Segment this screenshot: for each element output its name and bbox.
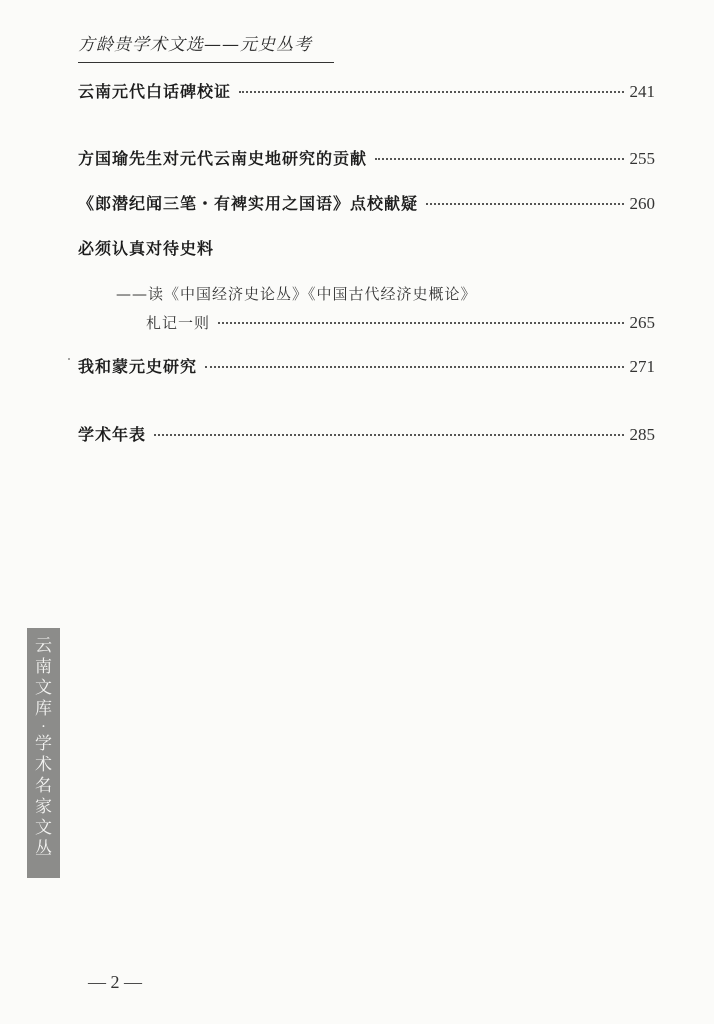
print-speck	[68, 358, 70, 360]
toc-entry-page: 241	[629, 82, 655, 101]
spine-char: 丛	[35, 839, 52, 859]
toc-entry[interactable]	[78, 193, 655, 215]
dot-leader	[375, 158, 623, 160]
spine-char: 云	[35, 636, 52, 656]
toc-entry-page: 255	[629, 149, 655, 168]
toc-entry-page: 271	[629, 357, 655, 376]
page-number: — 2 —	[88, 972, 142, 992]
toc-entry-title: 云南元代白话碑校证	[78, 82, 232, 101]
toc-entry-title: 必须认真对待史料	[78, 239, 215, 258]
toc-entry[interactable]	[78, 148, 655, 170]
toc-entry-subtitle: ——读《中国经济史论丛》《中国古代经济史概论》	[116, 285, 477, 303]
toc-entry-title: 方国瑜先生对元代云南史地研究的贡献	[78, 149, 368, 168]
toc-entry-title: 《郎潜纪闻三笔・有裨实用之国语》点校献疑	[78, 194, 419, 213]
dot-leader	[154, 434, 623, 436]
spine-char: 术	[35, 755, 52, 775]
toc-entry-page: 260	[629, 194, 655, 213]
toc-entry-title: 学术年表	[78, 425, 147, 444]
toc-entry[interactable]	[78, 356, 655, 378]
toc-entry-page: 265	[629, 313, 655, 332]
toc-entry-subtitle-last: 札记一则	[146, 314, 211, 332]
toc-entry[interactable]	[146, 312, 655, 334]
dot-leader	[205, 366, 623, 368]
toc-entry-heading[interactable]	[78, 238, 655, 260]
spine-char: 家	[35, 797, 52, 817]
toc-entry[interactable]	[78, 81, 655, 103]
running-header: 方龄贵学术文选——元史丛考	[78, 30, 334, 63]
spine-char: 南	[35, 657, 52, 677]
dot-leader	[218, 322, 623, 324]
toc-entry-page: 285	[629, 425, 655, 444]
spine-char: ·	[41, 719, 46, 735]
spine-char: 名	[35, 776, 52, 796]
spine-char: 文	[35, 678, 52, 698]
spine-char: 学	[35, 734, 52, 754]
spine-char: 文	[35, 818, 52, 838]
series-spine-label	[27, 628, 60, 878]
spine-char: 库	[35, 699, 52, 719]
toc-entry-title: 我和蒙元史研究	[78, 357, 198, 376]
dot-leader	[239, 91, 623, 93]
dot-leader	[426, 203, 623, 205]
toc-entry[interactable]	[78, 424, 655, 446]
